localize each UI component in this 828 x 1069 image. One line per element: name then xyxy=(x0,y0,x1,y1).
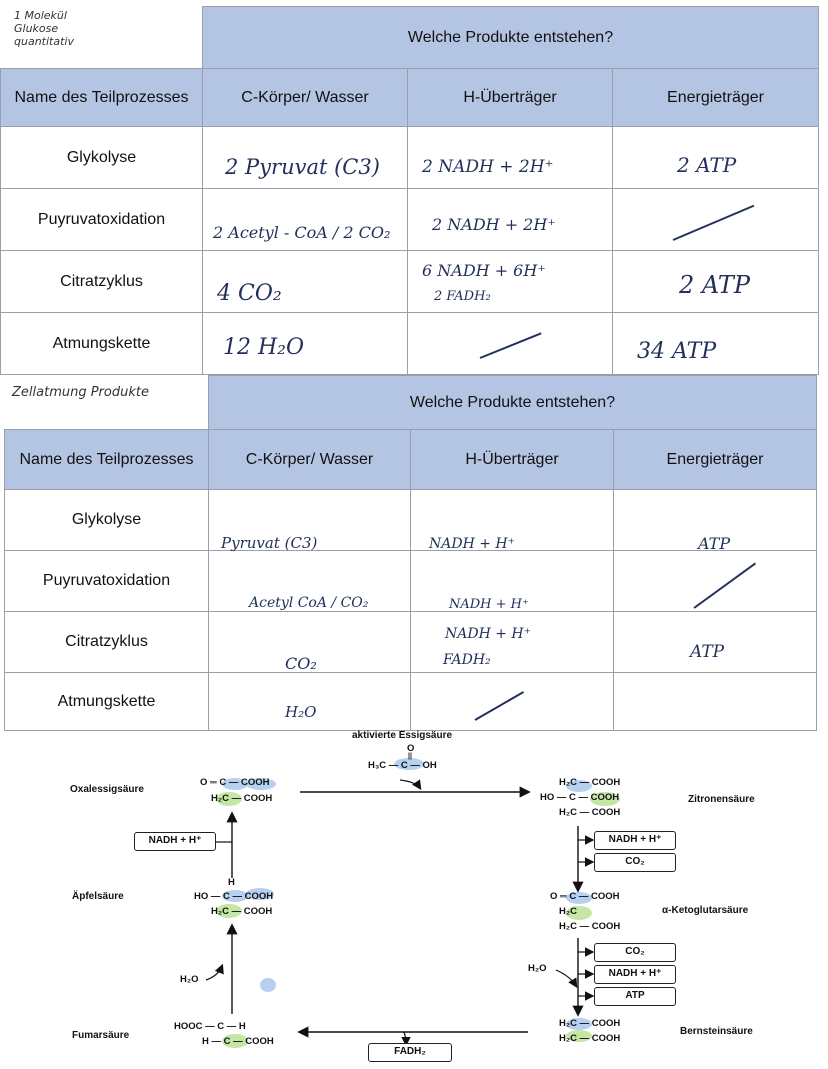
table-row xyxy=(1,189,819,251)
arrow-acetyl-in xyxy=(400,780,420,788)
h-cell xyxy=(408,313,613,375)
handwritten-entry: 2 Pyruvat (C3) xyxy=(225,155,380,179)
dash-mark xyxy=(475,691,524,721)
label-aktivierte-essigsaeure: aktivierte Essigsäure xyxy=(352,730,453,741)
dash-mark xyxy=(480,332,542,359)
column-header: Energieträger xyxy=(614,430,817,490)
process-name: Glykolyse xyxy=(1,127,203,189)
h-cell xyxy=(411,551,614,612)
products-table-2 xyxy=(4,375,817,731)
oxalessig-line1: O ═ C — COOH xyxy=(200,777,270,788)
e-cell xyxy=(613,251,819,313)
handwritten-entry: ATP xyxy=(698,534,731,553)
group-header: Welche Produkte entstehen? xyxy=(209,376,817,430)
c-cell xyxy=(203,251,408,313)
h-cell xyxy=(411,490,614,551)
h-cell xyxy=(408,189,613,251)
group-header: Welche Produkte entstehen? xyxy=(203,7,819,69)
c-cell xyxy=(209,612,411,673)
table-corner xyxy=(1,7,203,69)
label-fumarsaeure: Fumarsäure xyxy=(72,1030,130,1041)
table-row xyxy=(1,251,819,313)
c-cell xyxy=(209,673,411,731)
column-header: C-Körper/ Wasser xyxy=(209,430,411,490)
note-line: Glukose xyxy=(14,22,59,35)
e-cell xyxy=(613,127,819,189)
process-name: Atmungskette xyxy=(1,313,203,375)
table-row xyxy=(5,673,817,731)
handwritten-entry: Acetyl CoA / CO₂ xyxy=(249,595,369,611)
table-row xyxy=(1,127,819,189)
bernstein-line1: H₂C — COOH xyxy=(559,1018,621,1029)
dash-mark xyxy=(673,205,755,241)
cycle-arrows xyxy=(0,730,828,1069)
products-table-1 xyxy=(0,6,819,375)
ketoglutar-line1: O ═ C — COOH xyxy=(550,891,620,902)
process-name: Puyruvatoxidation xyxy=(1,189,203,251)
h2o-right: H₂O xyxy=(528,963,547,974)
ketoglutar-line3: H₂C — COOH xyxy=(559,921,621,932)
column-header: Energieträger xyxy=(613,69,819,127)
c-cell xyxy=(209,490,411,551)
label-oxalessigsaeure: Oxalessigsäure xyxy=(70,784,144,795)
arrow-h2o-right-in xyxy=(556,970,576,986)
column-header: Name des Teilprozesses xyxy=(5,430,209,490)
label-zitronensaeure: Zitronensäure xyxy=(688,794,755,805)
label-ketoglutarsaeure: α-Ketoglutarsäure xyxy=(662,905,749,916)
column-header: H-Überträger xyxy=(408,69,613,127)
handwritten-entry: H₂O xyxy=(285,703,317,721)
arrow-h2o-left-in xyxy=(206,966,222,980)
highlight-blob xyxy=(260,978,276,992)
acetyl-o: O xyxy=(407,743,415,754)
table-row xyxy=(5,551,817,612)
acetyl-double-bond: || xyxy=(408,753,412,760)
note-middle-left: Zellatmung Produkte xyxy=(12,385,149,400)
e-cell xyxy=(614,551,817,612)
table-row xyxy=(5,490,817,551)
handwritten-entry: 2 Acetyl - CoA / 2 CO₂ xyxy=(213,223,391,242)
handwritten-entry: ATP xyxy=(690,642,725,662)
handwritten-entry: 2 FADH₂ xyxy=(434,289,491,304)
bernstein-line2: H₂C — COOH xyxy=(559,1033,621,1044)
fumar-line1: HOOC — C — H xyxy=(174,1021,246,1032)
handwritten-entry: 2 ATP xyxy=(679,271,751,299)
handwritten-entry: Pyruvat (C3) xyxy=(221,534,318,552)
acetyl-formula: H₃C — C — OH xyxy=(368,760,437,771)
product-nadh-2: NADH + H⁺ xyxy=(594,965,676,984)
zitronen-line2: HO — C — COOH xyxy=(540,792,620,803)
column-header: Name des Teilprozesses xyxy=(1,69,203,127)
c-cell xyxy=(203,313,408,375)
fumar-line2: H — C — COOH xyxy=(202,1036,274,1047)
e-cell xyxy=(614,490,817,551)
c-cell xyxy=(209,551,411,612)
h2o-left: H₂O xyxy=(180,974,199,985)
process-name: Citratzyklus xyxy=(1,251,203,313)
e-cell xyxy=(613,189,819,251)
citrate-cycle-diagram xyxy=(0,730,828,1069)
h-cell xyxy=(411,612,614,673)
e-cell xyxy=(614,673,817,731)
aepfel-h: H xyxy=(228,877,235,888)
zitronen-line3: H₂C — COOH xyxy=(559,807,621,818)
process-name: Atmungskette xyxy=(5,673,209,731)
product-atp: ATP xyxy=(594,987,676,1006)
handwritten-entry: CO₂ xyxy=(285,654,317,673)
note-line: 1 Molekül xyxy=(14,9,67,22)
handwritten-entry: 4 CO₂ xyxy=(217,281,282,306)
product-nadh-1: NADH + H⁺ xyxy=(594,831,676,850)
dash-mark xyxy=(693,563,756,609)
label-aepfelsaeure: Äpfelsäure xyxy=(72,891,124,902)
handwritten-entry: NADH + H⁺ xyxy=(449,597,529,612)
product-co2-2: CO₂ xyxy=(594,943,676,962)
process-name: Glykolyse xyxy=(5,490,209,551)
table-row xyxy=(1,313,819,375)
oxalessig-line2: H₂C — COOH xyxy=(211,793,273,804)
table-corner xyxy=(5,376,209,430)
aepfel-line2: H₂C — COOH xyxy=(211,906,273,917)
handwritten-entry: 34 ATP xyxy=(637,339,717,364)
handwritten-entry: 2 ATP xyxy=(677,153,737,177)
process-name: Citratzyklus xyxy=(5,612,209,673)
table-row xyxy=(5,612,817,673)
aepfel-line1: HO — C — COOH xyxy=(194,891,274,902)
handwritten-entry: NADH + H⁺ xyxy=(445,626,532,642)
h-cell xyxy=(408,251,613,313)
c-cell xyxy=(203,189,408,251)
ketoglutar-line2: H₂C xyxy=(559,906,577,917)
e-cell xyxy=(613,313,819,375)
handwritten-entry: 2 NADH + 2H⁺ xyxy=(422,157,554,177)
label-bernsteinsaeure: Bernsteinsäure xyxy=(680,1026,753,1037)
h-cell xyxy=(408,127,613,189)
zitronen-line1: H₂C — COOH xyxy=(559,777,621,788)
handwritten-entry: FADH₂ xyxy=(443,652,491,668)
h-cell xyxy=(411,673,614,731)
product-co2-1: CO₂ xyxy=(594,853,676,872)
product-fadh2: FADH₂ xyxy=(368,1043,452,1062)
process-name: Puyruvatoxidation xyxy=(5,551,209,612)
handwritten-entry: NADH + H⁺ xyxy=(429,536,516,552)
handwritten-entry: 6 NADH + 6H⁺ xyxy=(422,261,546,280)
handwritten-entry: 2 NADH + 2H⁺ xyxy=(432,215,556,234)
c-cell xyxy=(203,127,408,189)
product-nadh-left: NADH + H⁺ xyxy=(134,832,216,851)
handwritten-entry: 12 H₂O xyxy=(223,335,305,360)
column-header: H-Überträger xyxy=(411,430,614,490)
column-header: C-Körper/ Wasser xyxy=(203,69,408,127)
e-cell xyxy=(614,612,817,673)
note-line: quantitativ xyxy=(14,35,74,48)
